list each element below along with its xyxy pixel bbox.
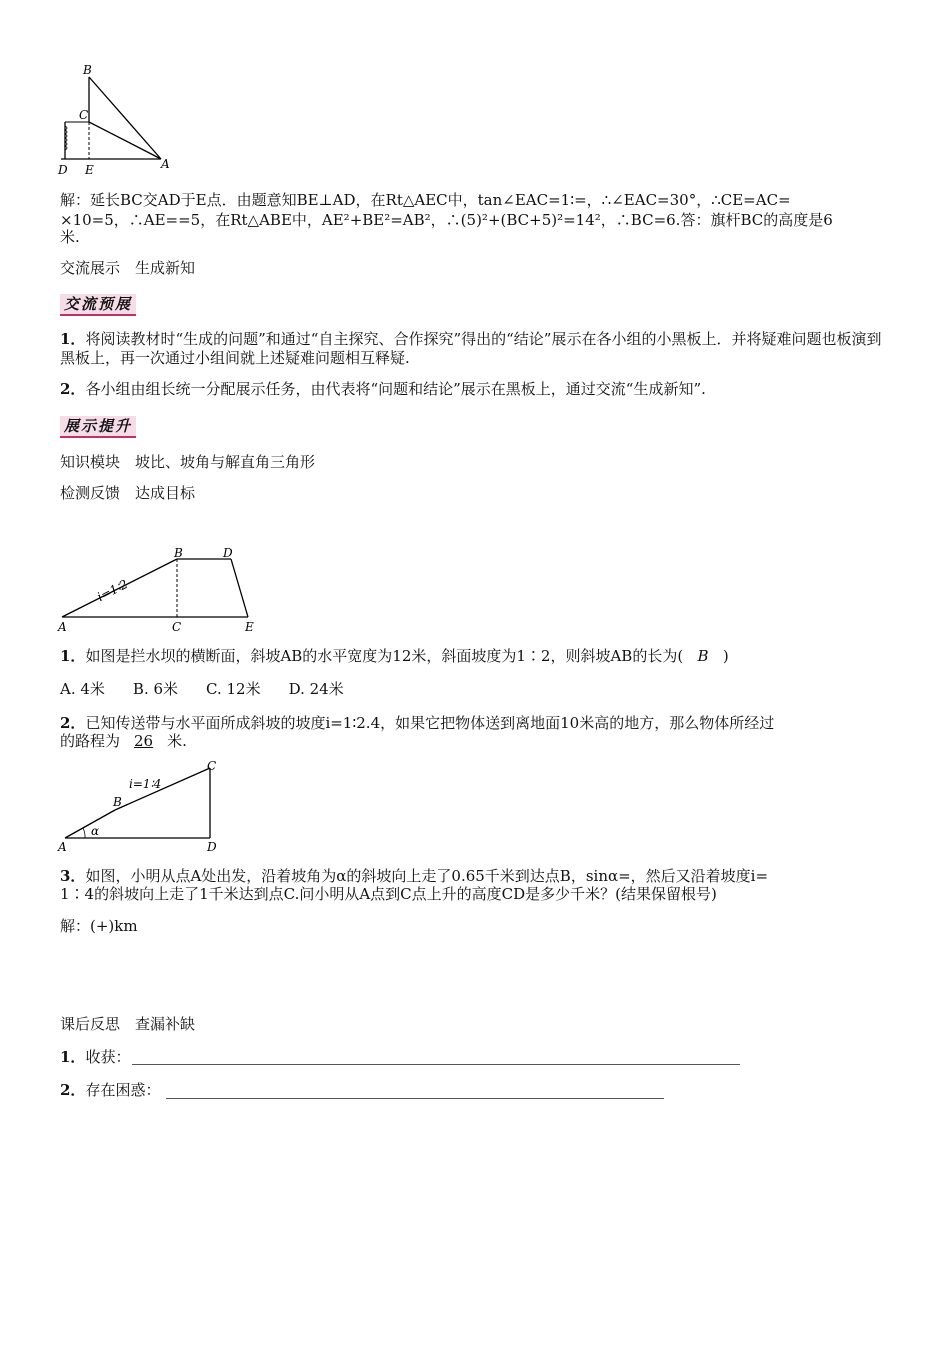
item-number: 2． <box>60 380 86 398</box>
label-A: A <box>58 620 67 634</box>
knowledge-module: 知识模块 坡比、坡角与解直角三角形 <box>60 453 316 471</box>
q1-options <box>60 679 344 699</box>
item-text: 将阅读教材时“生成的问题”和通过“自主探究、合作探究”得出的“结论”展示在各小组的小黑板上．并将疑难问题也板演到黑板上，再一次通过小组间就上述疑难问题相互释疑. <box>60 330 882 367</box>
badge-exchange-preview: 交流预展 <box>60 294 136 316</box>
answer-blank: 26 <box>134 732 154 750</box>
question-3-cont: 1∶4的斜坡向上走了1千米达到点C.问小明从A点到C点上升的高度CD是多少千米？(结果保留根号) <box>60 885 717 903</box>
alpha-label: α <box>91 824 100 838</box>
label-C: C <box>172 620 182 634</box>
label-E: E <box>245 620 254 634</box>
feedback-title: 检测反馈 达成目标 <box>60 484 196 502</box>
reflection-title: 课后反思 查漏补缺 <box>60 1015 196 1033</box>
label-C: C <box>79 108 89 122</box>
label-A: A <box>161 157 170 171</box>
label-D: D <box>207 840 217 854</box>
solution-line-2: ×10=5，∴AE==5，在Rt△ABE中，AE²+BE²=AB²，∴(5)²+(BC+5)²=14²，∴BC=6.答：旗杆BC的高度是6 <box>60 211 833 229</box>
label-D: D <box>58 163 68 177</box>
question-1 <box>60 646 729 666</box>
slope-label: i=1∶4 <box>129 777 162 791</box>
question-text: 如图，小明从点A处出发，沿着坡角为α的斜坡向上走了0.65千米到达点B，sinα=，然后又沿着坡度i= <box>85 867 769 885</box>
item-number: 1． <box>60 1048 86 1066</box>
exchange-item-1 <box>60 330 890 368</box>
label-B: B <box>83 63 92 77</box>
badge-show-improve: 展示提升 <box>60 416 136 438</box>
question-2 <box>60 713 774 733</box>
figure-slope <box>55 758 225 854</box>
label-B: B <box>174 546 183 560</box>
question-3 <box>60 866 768 886</box>
reflection-item-2 <box>60 1080 160 1100</box>
answer: B <box>697 647 709 665</box>
question-text: 已知传送带与水平面所成斜坡的坡度i=1∶2.4，如果它把物体送到离地面10米高的地方，那么物体所经过 <box>85 714 775 732</box>
item-label: 存在困惑： <box>85 1081 161 1099</box>
question-text: 米. <box>167 732 187 750</box>
question-text: 的路程为 <box>60 732 121 750</box>
question-number: 3． <box>60 867 86 885</box>
label-B: B <box>113 795 122 809</box>
solution-line-1: 解：延长BC交AD于E点．由题意知BE⊥AD，在Rt△AEC中，tan∠EAC=1∶=，∴∠EAC=30°，∴CE=AC= <box>60 191 791 209</box>
solution-line-3: 米. <box>60 228 80 246</box>
gain-input-line[interactable] <box>132 1063 740 1065</box>
option-a: A. 4米 <box>60 680 105 698</box>
figure-flagpole <box>55 62 185 180</box>
item-number: 2． <box>60 1081 86 1099</box>
label-E: E <box>85 163 94 177</box>
label-D: D <box>223 546 233 560</box>
section-exchange-title: 交流展示 生成新知 <box>60 259 196 277</box>
reflection-item-1 <box>60 1047 130 1067</box>
option-d: D. 24米 <box>288 680 344 698</box>
question-text: 如图是拦水坝的横断面，斜坡AB的水平宽度为12米，斜面坡度为1∶2，则斜坡AB的长为( <box>85 647 684 665</box>
q3-solution: 解：(+)km <box>60 917 138 935</box>
slope-label: i=1∶2 <box>94 576 131 605</box>
label-C: C <box>207 759 217 773</box>
label-A: A <box>58 840 67 854</box>
question-number: 1． <box>60 647 86 665</box>
close-paren: ) <box>722 647 729 665</box>
item-number: 1． <box>60 330 86 348</box>
option-b: B. 6米 <box>132 680 179 698</box>
figure-dam <box>55 545 270 635</box>
item-label: 收获： <box>85 1048 131 1066</box>
confusion-input-line[interactable] <box>166 1097 664 1099</box>
option-c: C. 12米 <box>206 680 261 698</box>
question-2-cont <box>60 731 187 751</box>
item-text: 各小组由组长统一分配展示任务，由代表将“问题和结论”展示在黑板上，通过交流“生成新知”. <box>85 380 706 398</box>
exchange-item-2 <box>60 380 890 399</box>
question-number: 2． <box>60 714 86 732</box>
